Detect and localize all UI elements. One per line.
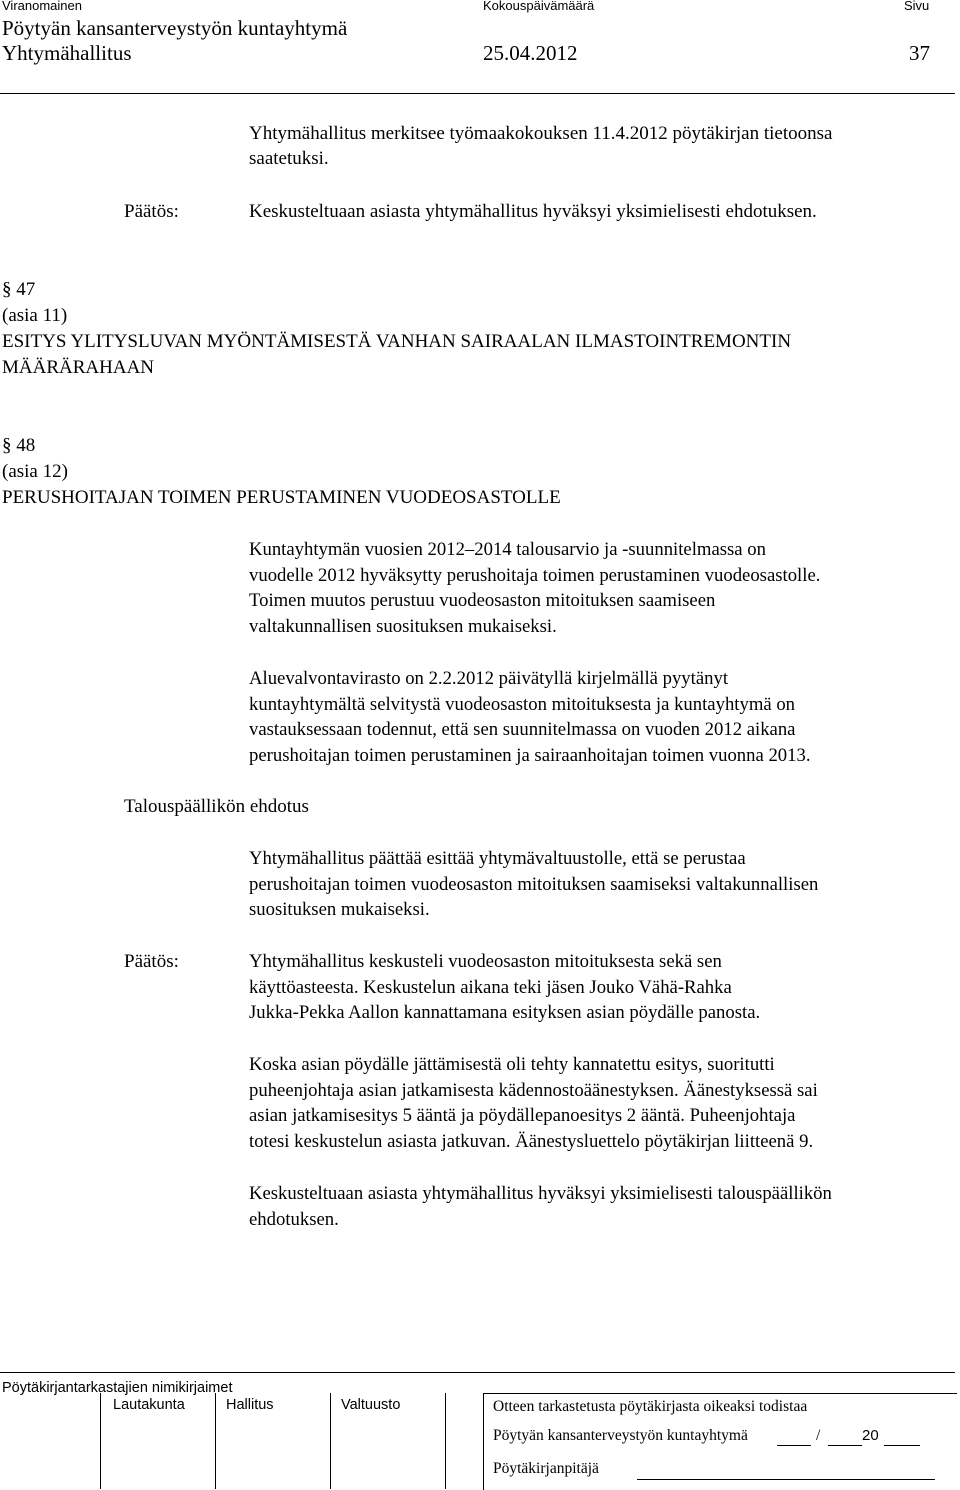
certification-text: Otteen tarkastetusta pöytäkirjasta oikeaksi todistaa [493, 1398, 808, 1415]
decision-para2 [249, 1052, 949, 1154]
header-label-page: Sivu [904, 0, 930, 13]
footer-divider [445, 1393, 447, 1489]
proposal-text [249, 846, 949, 923]
para1-line: Toimen muutos perustuu vuodeosaston mitoituksen saamiseen [249, 590, 716, 611]
prev-decision-label: Päätös: [124, 201, 179, 222]
decision3-line: Keskusteltuaan asiasta yhtymähallitus hyväksyi yksimielisesti talouspäällikön [249, 1183, 832, 1204]
section48-para1 [249, 537, 949, 639]
certification-slash: / [816, 1427, 821, 1444]
proposal-line: suosituksen mukaiseksi. [249, 899, 430, 920]
header-page-number: 37 [909, 41, 930, 65]
section47-title-line2: MÄÄRÄRAHAAN [2, 357, 155, 378]
signature-day-line [777, 1445, 811, 1446]
prev-text-line2: saatetuksi. [249, 148, 329, 169]
section47-number: § 47 [2, 279, 36, 300]
certification-keeper: Pöytäkirjanpitäjä [493, 1460, 599, 1477]
decision1-line: Jukka-Pekka Aallon kannattamana esityksen asian pöydälle panosta. [249, 1002, 761, 1023]
signature-year-line [884, 1445, 920, 1446]
certification-org: Pöytyän kansanterveystyön kuntayhtymä [493, 1427, 748, 1444]
decision-label: Päätös: [124, 951, 179, 972]
header-organization: Pöytyän kansanterveystyön kuntayhtymä [2, 16, 348, 40]
proposal-line: Yhtymähallitus päättää esittää yhtymävaltuustolle, että se perustaa [249, 848, 746, 869]
proposal-label: Talouspäällikön ehdotus [124, 796, 309, 817]
para1-line: vuodelle 2012 hyväksytty perushoitaja toimen perustaminen vuodeosastolle. [249, 564, 821, 586]
para2-line: perushoitajan toimen perustaminen ja sairaanhoitajan toimen vuonna 2013. [249, 744, 811, 766]
prev-text-line1: Yhtymähallitus merkitsee työmaakokouksen 11.4.2012 pöytäkirjan tietoonsa [249, 123, 833, 144]
section48-para2 [249, 666, 949, 768]
header-body: Yhtymähallitus [2, 41, 132, 65]
para1-line: valtakunnallisen suosituksen mukaiseksi. [249, 615, 557, 637]
proposal-line: perushoitajan toimen vuodeosaston mitoituksen saamiseksi valtakunnallisen [249, 873, 819, 895]
decision-para3 [249, 1181, 949, 1232]
certification-year: 20 [862, 1427, 879, 1444]
header-label-authority: Viranomainen [2, 0, 82, 13]
footer-divider [100, 1393, 102, 1489]
para2-line: Aluevalvontavirasto on 2.2.2012 päivätyllä kirjelmällä pyytänyt [249, 668, 729, 689]
section47-title-line1: ESITYS YLITYSLUVAN MYÖNTÄMISESTÄ VANHAN SAIRAALAN ILMASTOINTREMONTIN [2, 331, 792, 352]
decision1-line: Yhtymähallitus keskusteli vuodeosaston mitoituksesta sekä sen [249, 951, 722, 972]
decision2-line: puheenjohtaja asian jatkamisesta kädennostoäänestyksen. Äänestyksessä sai [249, 1079, 818, 1101]
para1-line: Kuntayhtymän vuosien 2012–2014 talousarvio ja -suunnitelmassa on [249, 539, 766, 560]
footer-col-executive: Hallitus [226, 1397, 274, 1413]
header-rule [0, 93, 955, 94]
section48-number: § 48 [2, 435, 36, 456]
decision2-line: asian jatkamisesitys 5 ääntä ja pöydällepanoesitys 2 ääntä. Puheenjohtaja [249, 1105, 796, 1126]
footer-divider [215, 1393, 217, 1489]
para2-line: kuntayhtymältä selvitystä vuodeosaston mitoituksesta ja kuntayhtymä on [249, 693, 796, 715]
section48-title: PERUSHOITAJAN TOIMEN PERUSTAMINEN VUODEOSASTOLLE [2, 487, 561, 508]
keeper-signature-line [637, 1479, 935, 1480]
para2-line: vastauksessaan todennut, että sen suunnitelmassa on vuoden 2012 aikana [249, 719, 796, 740]
header-label-meeting-date: Kokouspäivämäärä [483, 0, 595, 13]
footer-divider [330, 1393, 332, 1489]
section47-case: (asia 11) [2, 305, 68, 326]
decision2-line: Koska asian pöydälle jättämisestä oli tehty kannatettu esitys, suoritutti [249, 1054, 775, 1075]
section48-case: (asia 12) [2, 461, 68, 482]
signature-month-line [828, 1445, 862, 1446]
header-date: 25.04.2012 [483, 41, 578, 65]
decision-para1 [249, 949, 949, 1026]
footer-col-council: Valtuusto [341, 1397, 401, 1413]
footer-col-board: Lautakunta [113, 1397, 185, 1413]
prev-decision-text: Keskusteltuaan asiasta yhtymähallitus hyväksyi yksimielisesti ehdotuksen. [249, 201, 817, 222]
footer-inspectors-label: Pöytäkirjantarkastajien nimikirjaimet [2, 1380, 233, 1396]
decision3-line: ehdotuksen. [249, 1208, 339, 1230]
decision1-line: käyttöasteesta. Keskustelun aikana teki jäsen Jouko Vähä-Rahka [249, 976, 732, 998]
footer-rule [0, 1372, 955, 1373]
decision2-line: totesi keskustelun asiasta jatkuvan. Äänestysluettelo pöytäkirjan liitteenä 9. [249, 1130, 814, 1152]
